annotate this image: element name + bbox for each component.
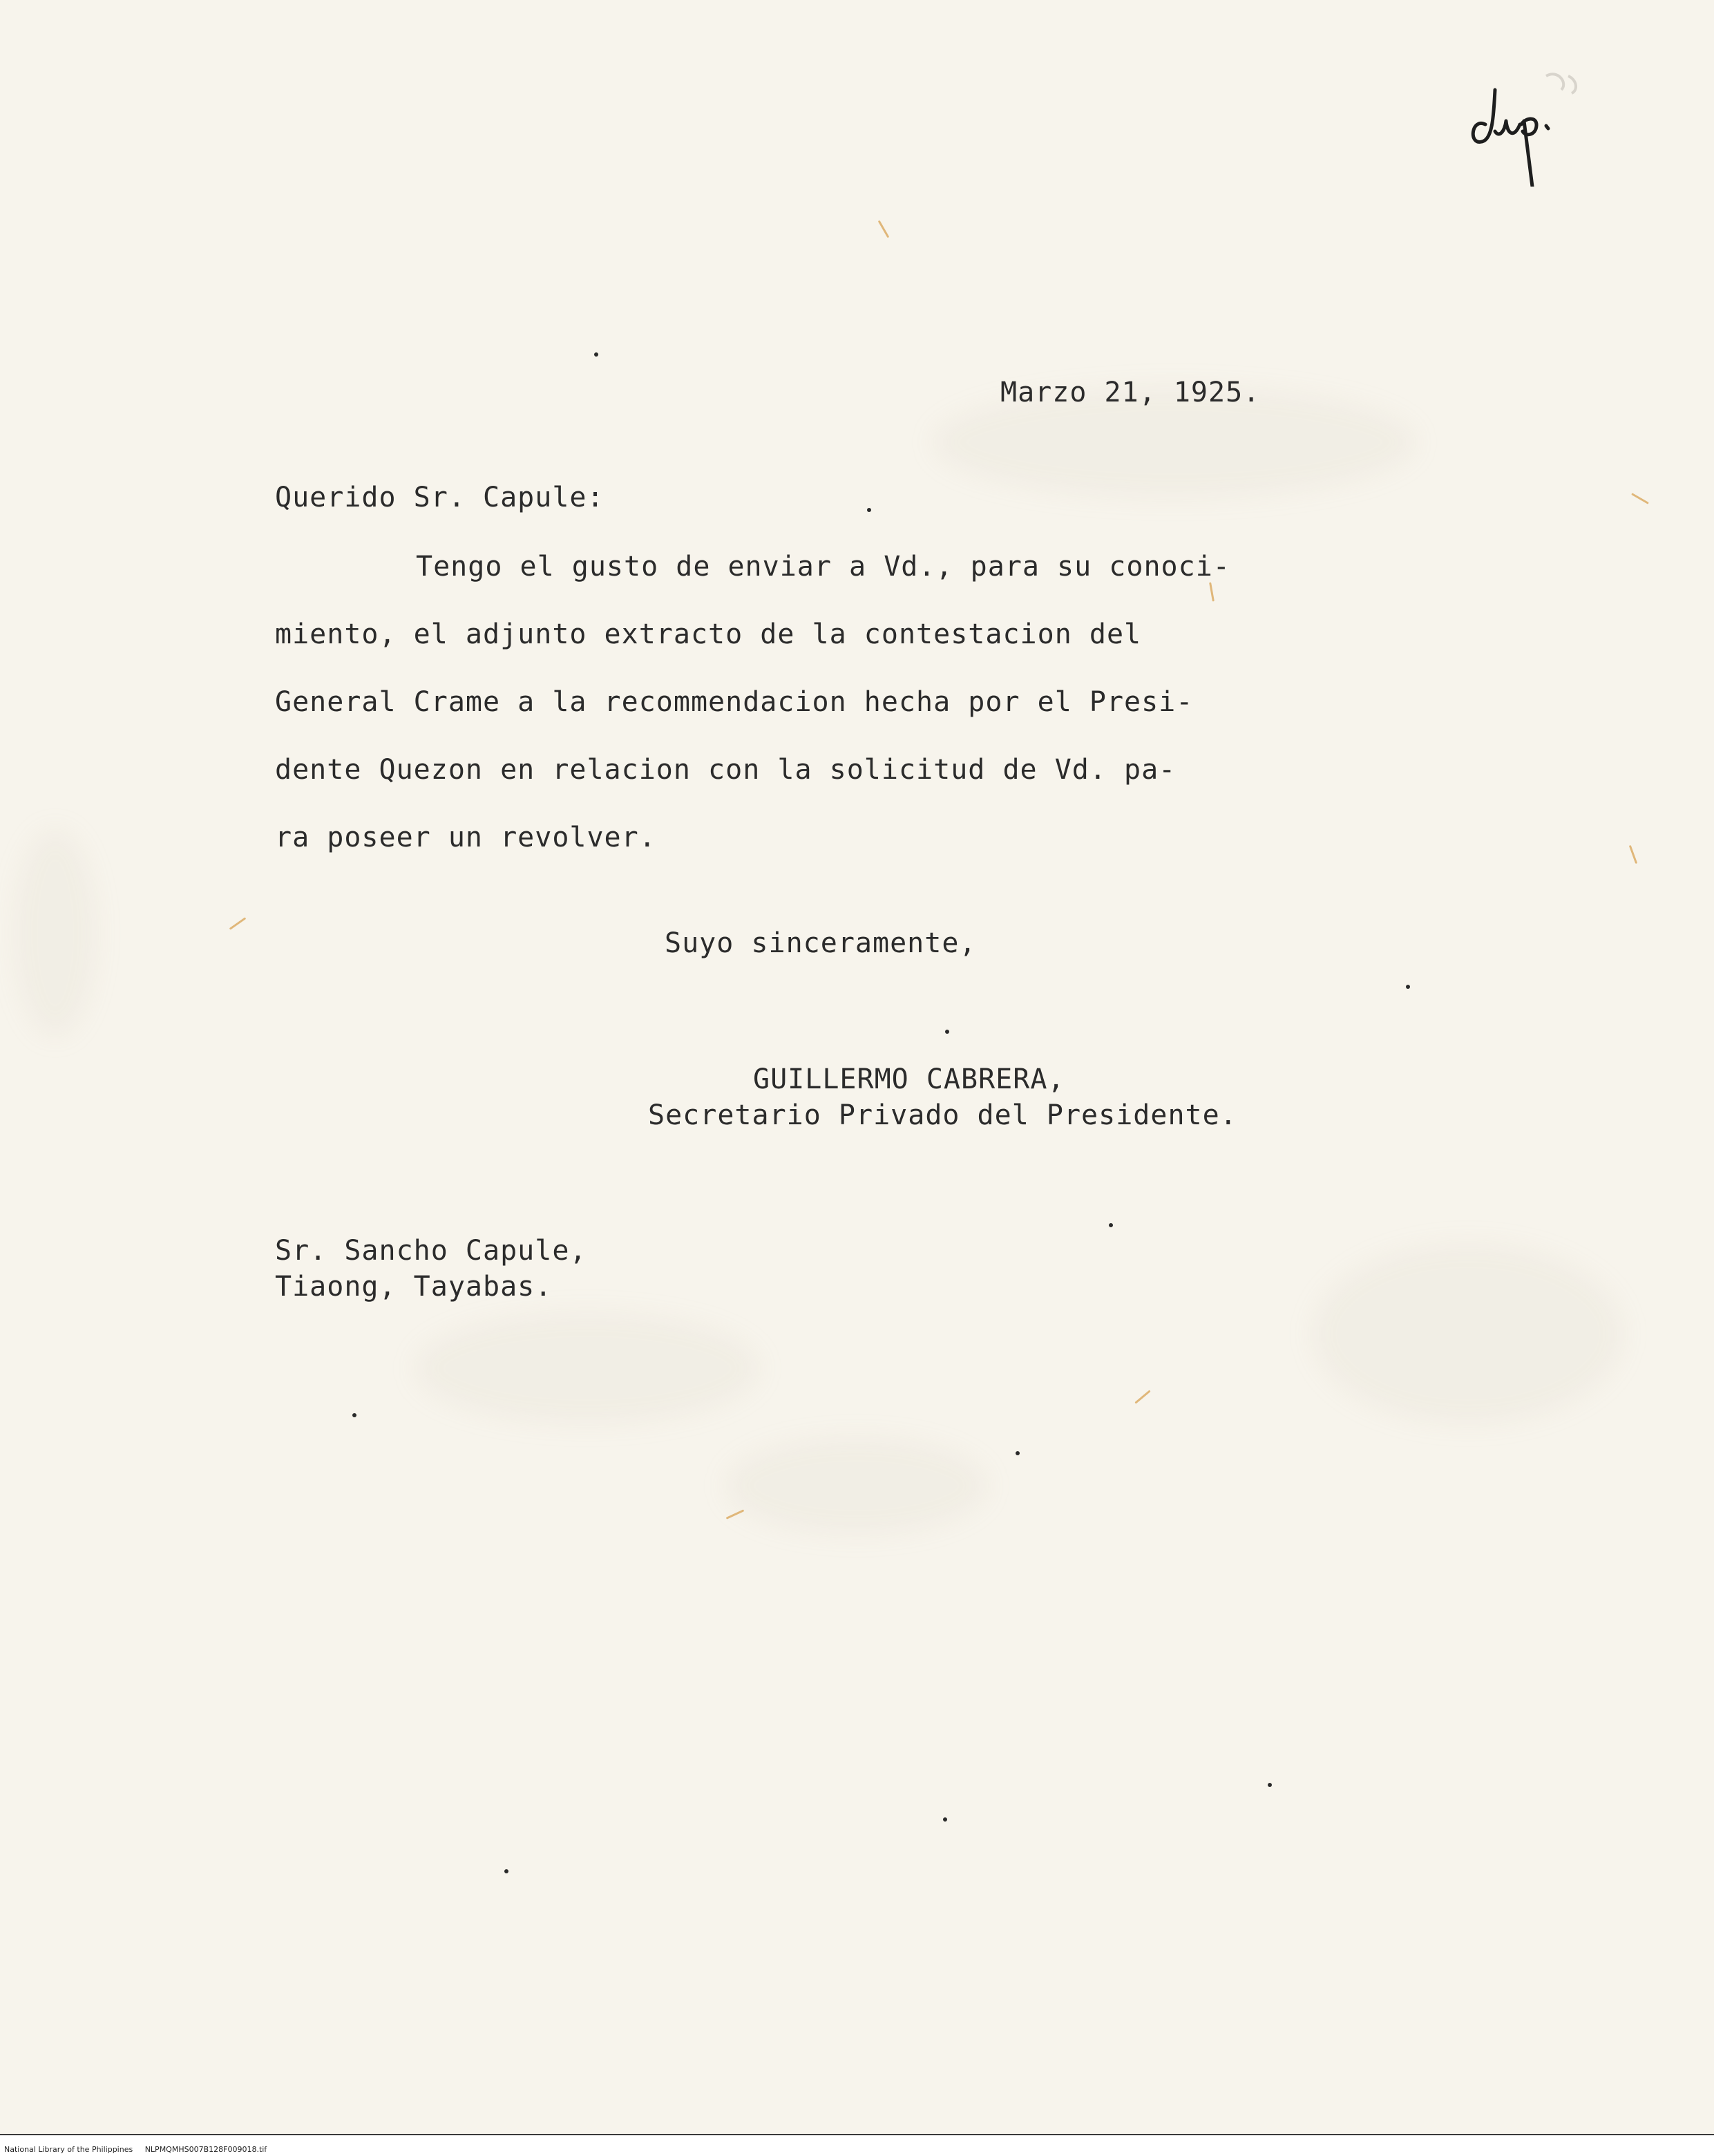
handwritten-annotation	[1465, 62, 1582, 187]
recipient-name: Sr. Sancho Capule,	[275, 1235, 587, 1267]
recipient-location: Tiaong, Tayabas.	[275, 1271, 553, 1303]
paper-fiber	[229, 917, 247, 930]
paper-speck	[943, 1817, 947, 1822]
paper-speck	[594, 352, 598, 357]
paper-stain	[14, 829, 97, 1037]
paper-stain	[415, 1313, 760, 1424]
paper-stain	[725, 1437, 988, 1534]
paper-speck	[1406, 985, 1410, 989]
paper-speck	[1016, 1451, 1020, 1455]
paper-fiber	[1134, 1390, 1150, 1403]
scan-footer-text	[4, 2145, 267, 2154]
paper-fiber	[878, 220, 890, 238]
paper-fiber	[726, 1509, 745, 1520]
signatory-title: Secretario Privado del Presidente.	[648, 1099, 1237, 1131]
paper-speck	[1268, 1783, 1272, 1787]
paper-speck	[945, 1030, 949, 1034]
signatory-name: GUILLERMO CABRERA,	[753, 1063, 1065, 1095]
paper-stain	[1313, 1244, 1623, 1424]
body-line: General Crame a la recommendacion hecha por el Presi-	[275, 686, 1194, 718]
closing: Suyo sinceramente,	[665, 927, 977, 959]
paper-speck	[352, 1413, 356, 1417]
paper-fiber	[1629, 845, 1637, 864]
paper-fiber	[1209, 582, 1215, 601]
paper-speck	[867, 508, 871, 512]
body-line: miento, el adjunto extracto de la contestacion del	[275, 618, 1142, 650]
paper-fiber	[1631, 493, 1649, 504]
paper-speck	[504, 1869, 508, 1873]
body-line: dente Quezon en relacion con la solicitud de Vd. pa-	[275, 754, 1177, 786]
footer-file-id: NLPMQMHS007B128F009018.tif	[144, 2145, 267, 2154]
footer-institution: National Library of the Philippines	[4, 2145, 133, 2154]
paper-speck	[1109, 1223, 1113, 1227]
letter-date: Marzo 21, 1925.	[1000, 377, 1261, 408]
salutation: Querido Sr. Capule:	[275, 482, 604, 513]
body-line: Tengo el gusto de enviar a Vd., para su conoci-	[416, 551, 1230, 583]
body-line: ra poseer un revolver.	[275, 822, 656, 853]
